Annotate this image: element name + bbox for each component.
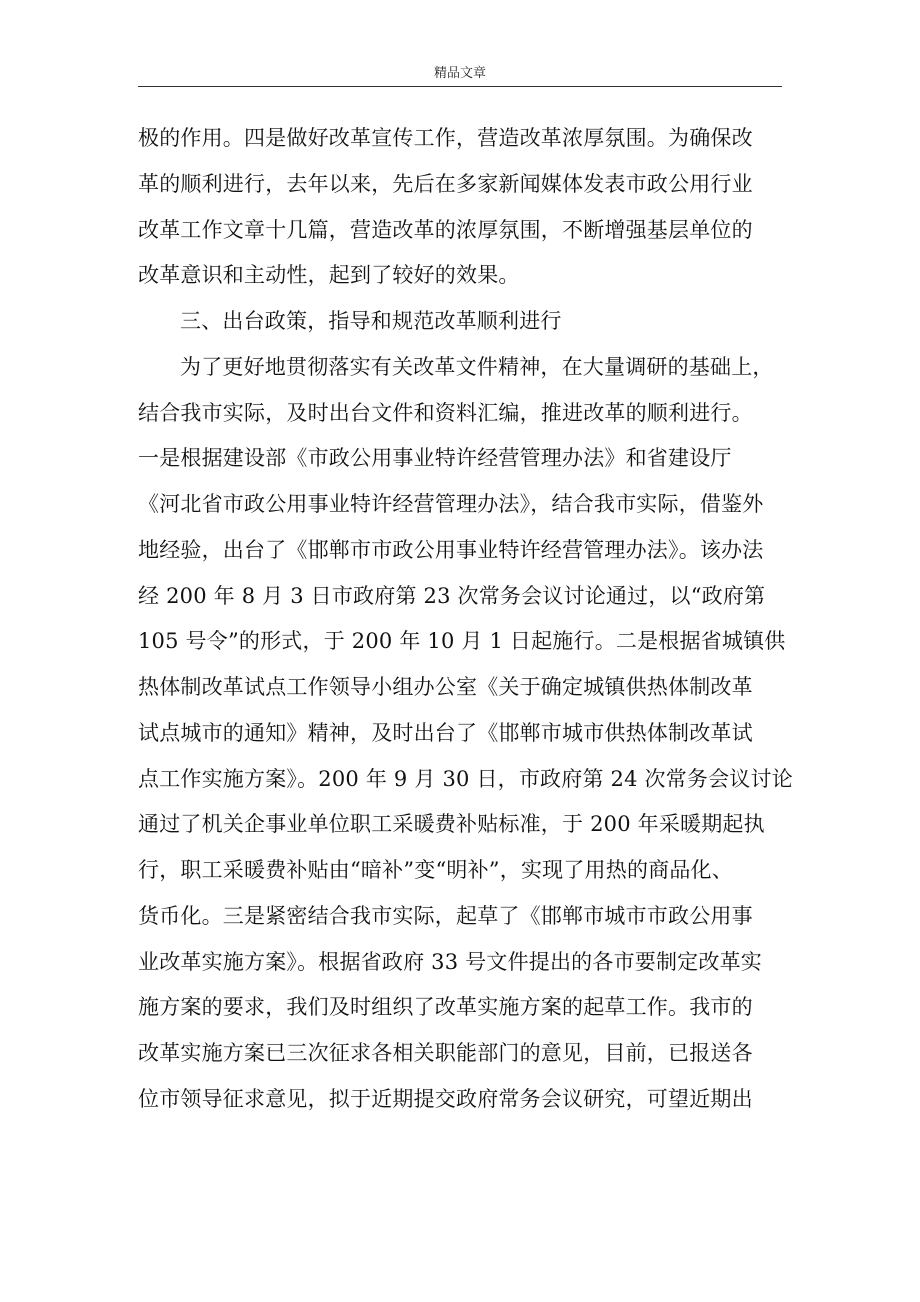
body-line: 货币化。三是紧密结合我市实际，起草了《邯郸市城市市政公用事 bbox=[138, 903, 753, 928]
body-line: 通过了机关企事业单位职工采暖费补贴标准，于 200 年采暖期起执 bbox=[138, 812, 765, 837]
body-line: 105 号令”的形式，于 200 年 10 月 1 日起施行。二是根据省城镇供 bbox=[138, 629, 786, 654]
section-heading: 三、出台政策，指导和规范改革顺利进行 bbox=[180, 309, 562, 333]
body-line: 改革意识和主动性，起到了较好的效果。 bbox=[138, 263, 520, 288]
body-line: 点工作实施方案》。200 年 9 月 30 日，市政府第 24 次常务会议讨论 bbox=[138, 766, 793, 791]
body-line: 经 200 年 8 月 3 日市政府第 23 次常务会议讨论通过，以“政府第 bbox=[138, 583, 766, 608]
body-line: 热体制改革试点工作领导小组办公室《关于确定城镇供热体制改革 bbox=[138, 675, 753, 699]
document-body bbox=[138, 116, 793, 1123]
body-line: 结合我市实际，及时出台文件和资料汇编，推进改革的顺利进行。 bbox=[138, 400, 753, 425]
body-line: 革的顺利进行，去年以来，先后在多家新闻媒体发表市政公用行业 bbox=[138, 171, 753, 196]
header-divider bbox=[138, 86, 782, 87]
body-line: 业改革实施方案》。根据省政府 33 号文件提出的各市要制定改革实 bbox=[138, 949, 762, 974]
body-line: 一是根据建设部《市政公用事业特许经营管理办法》和省建设厅 bbox=[138, 446, 732, 471]
body-line: 《河北省市政公用事业特许经营管理办法》，结合我市实际，借鉴外 bbox=[138, 492, 764, 516]
body-line: 改革实施方案已三次征求各相关职能部门的意见，目前，已报送各 bbox=[138, 1041, 753, 1065]
body-line: 行，职工采暖费补贴由“暗补”变“明补”，实现了用热的商品化、 bbox=[138, 858, 733, 882]
body-line: 地经验，出台了《邯郸市市政公用事业特许经营管理办法》。该办法 bbox=[138, 537, 764, 562]
body-line: 施方案的要求，我们及时组织了改革实施方案的起草工作。我市的 bbox=[138, 995, 753, 1020]
body-line: 改革工作文章十几篇，营造改革的浓厚氛围，不断增强基层单位的 bbox=[138, 217, 753, 242]
body-line: 位市领导征求意见，拟于近期提交政府常务会议研究，可望近期出 bbox=[138, 1086, 753, 1111]
body-line: 为了更好地贯彻落实有关改革文件精神，在大量调研的基础上， bbox=[180, 354, 774, 379]
body-line: 试点城市的通知》精神，及时出台了《邯郸市城市供热体制改革试 bbox=[138, 720, 753, 745]
page-header-title: 精品文章 bbox=[433, 66, 486, 81]
body-line: 极的作用。四是做好改革宣传工作，营造改革浓厚氛围。为确保改 bbox=[138, 126, 753, 150]
